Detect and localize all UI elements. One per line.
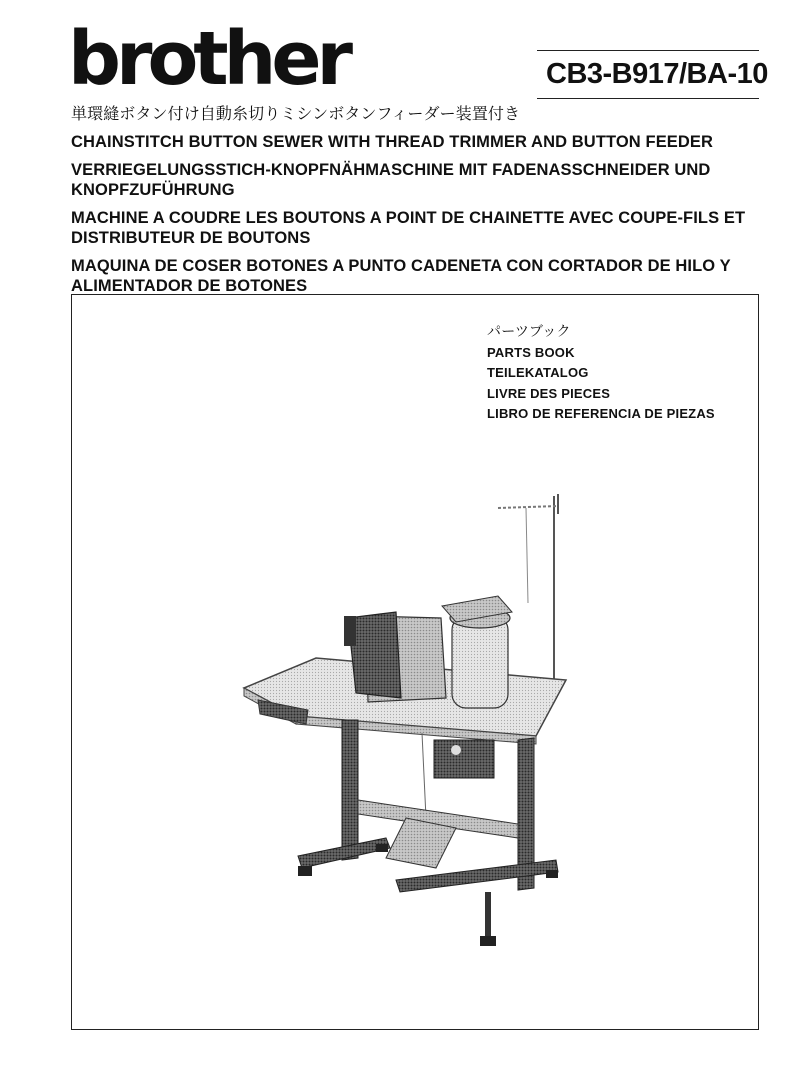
parts-book-labels [487, 322, 715, 425]
title-german-line1: VERRIEGELUNGSSTICH-KNOPFNÄHMASCHINE MIT FADENASSCHNEIDER UND [71, 161, 711, 179]
sewing-machine-photo [236, 488, 576, 958]
title-french-line2: DISTRIBUTEUR DE BOUTONS [71, 229, 311, 247]
parts-book-spanish: LIBRO DE REFERENCIA DE PIEZAS [487, 406, 715, 421]
model-number: CB3-B917/BA-10 [546, 58, 768, 90]
title-french-line1: MACHINE A COUDRE LES BOUTONS A POINT DE CHAINETTE AVEC COUPE-FILS ET [71, 209, 746, 227]
parts-book-english: PARTS BOOK [487, 344, 575, 360]
model-top-rule [537, 50, 759, 51]
parts-book-french: LIVRE DES PIECES [487, 385, 611, 401]
title-japanese: 単環縫ボタン付け自動糸切りミシンボタンフィーダー装置付き [71, 104, 521, 123]
title-block [71, 104, 771, 296]
title-spanish-line2: ALIMENTADOR DE BOTONES [71, 277, 308, 295]
title-english: CHAINSTITCH BUTTON SEWER WITH THREAD TRIMMER AND BUTTON FEEDER [71, 133, 714, 151]
brother-logo: brother [68, 16, 349, 102]
title-german-line2: KNOPFZUFÜHRUNG [71, 181, 235, 199]
model-bottom-rule [537, 98, 759, 99]
parts-book-german: TEILEKATALOG [487, 365, 589, 380]
title-spanish-line1: MAQUINA DE COSER BOTONES A PUNTO CADENETA CON CORTADOR DE HILO Y [71, 257, 731, 275]
parts-book-japanese: パーツブック [487, 324, 571, 340]
